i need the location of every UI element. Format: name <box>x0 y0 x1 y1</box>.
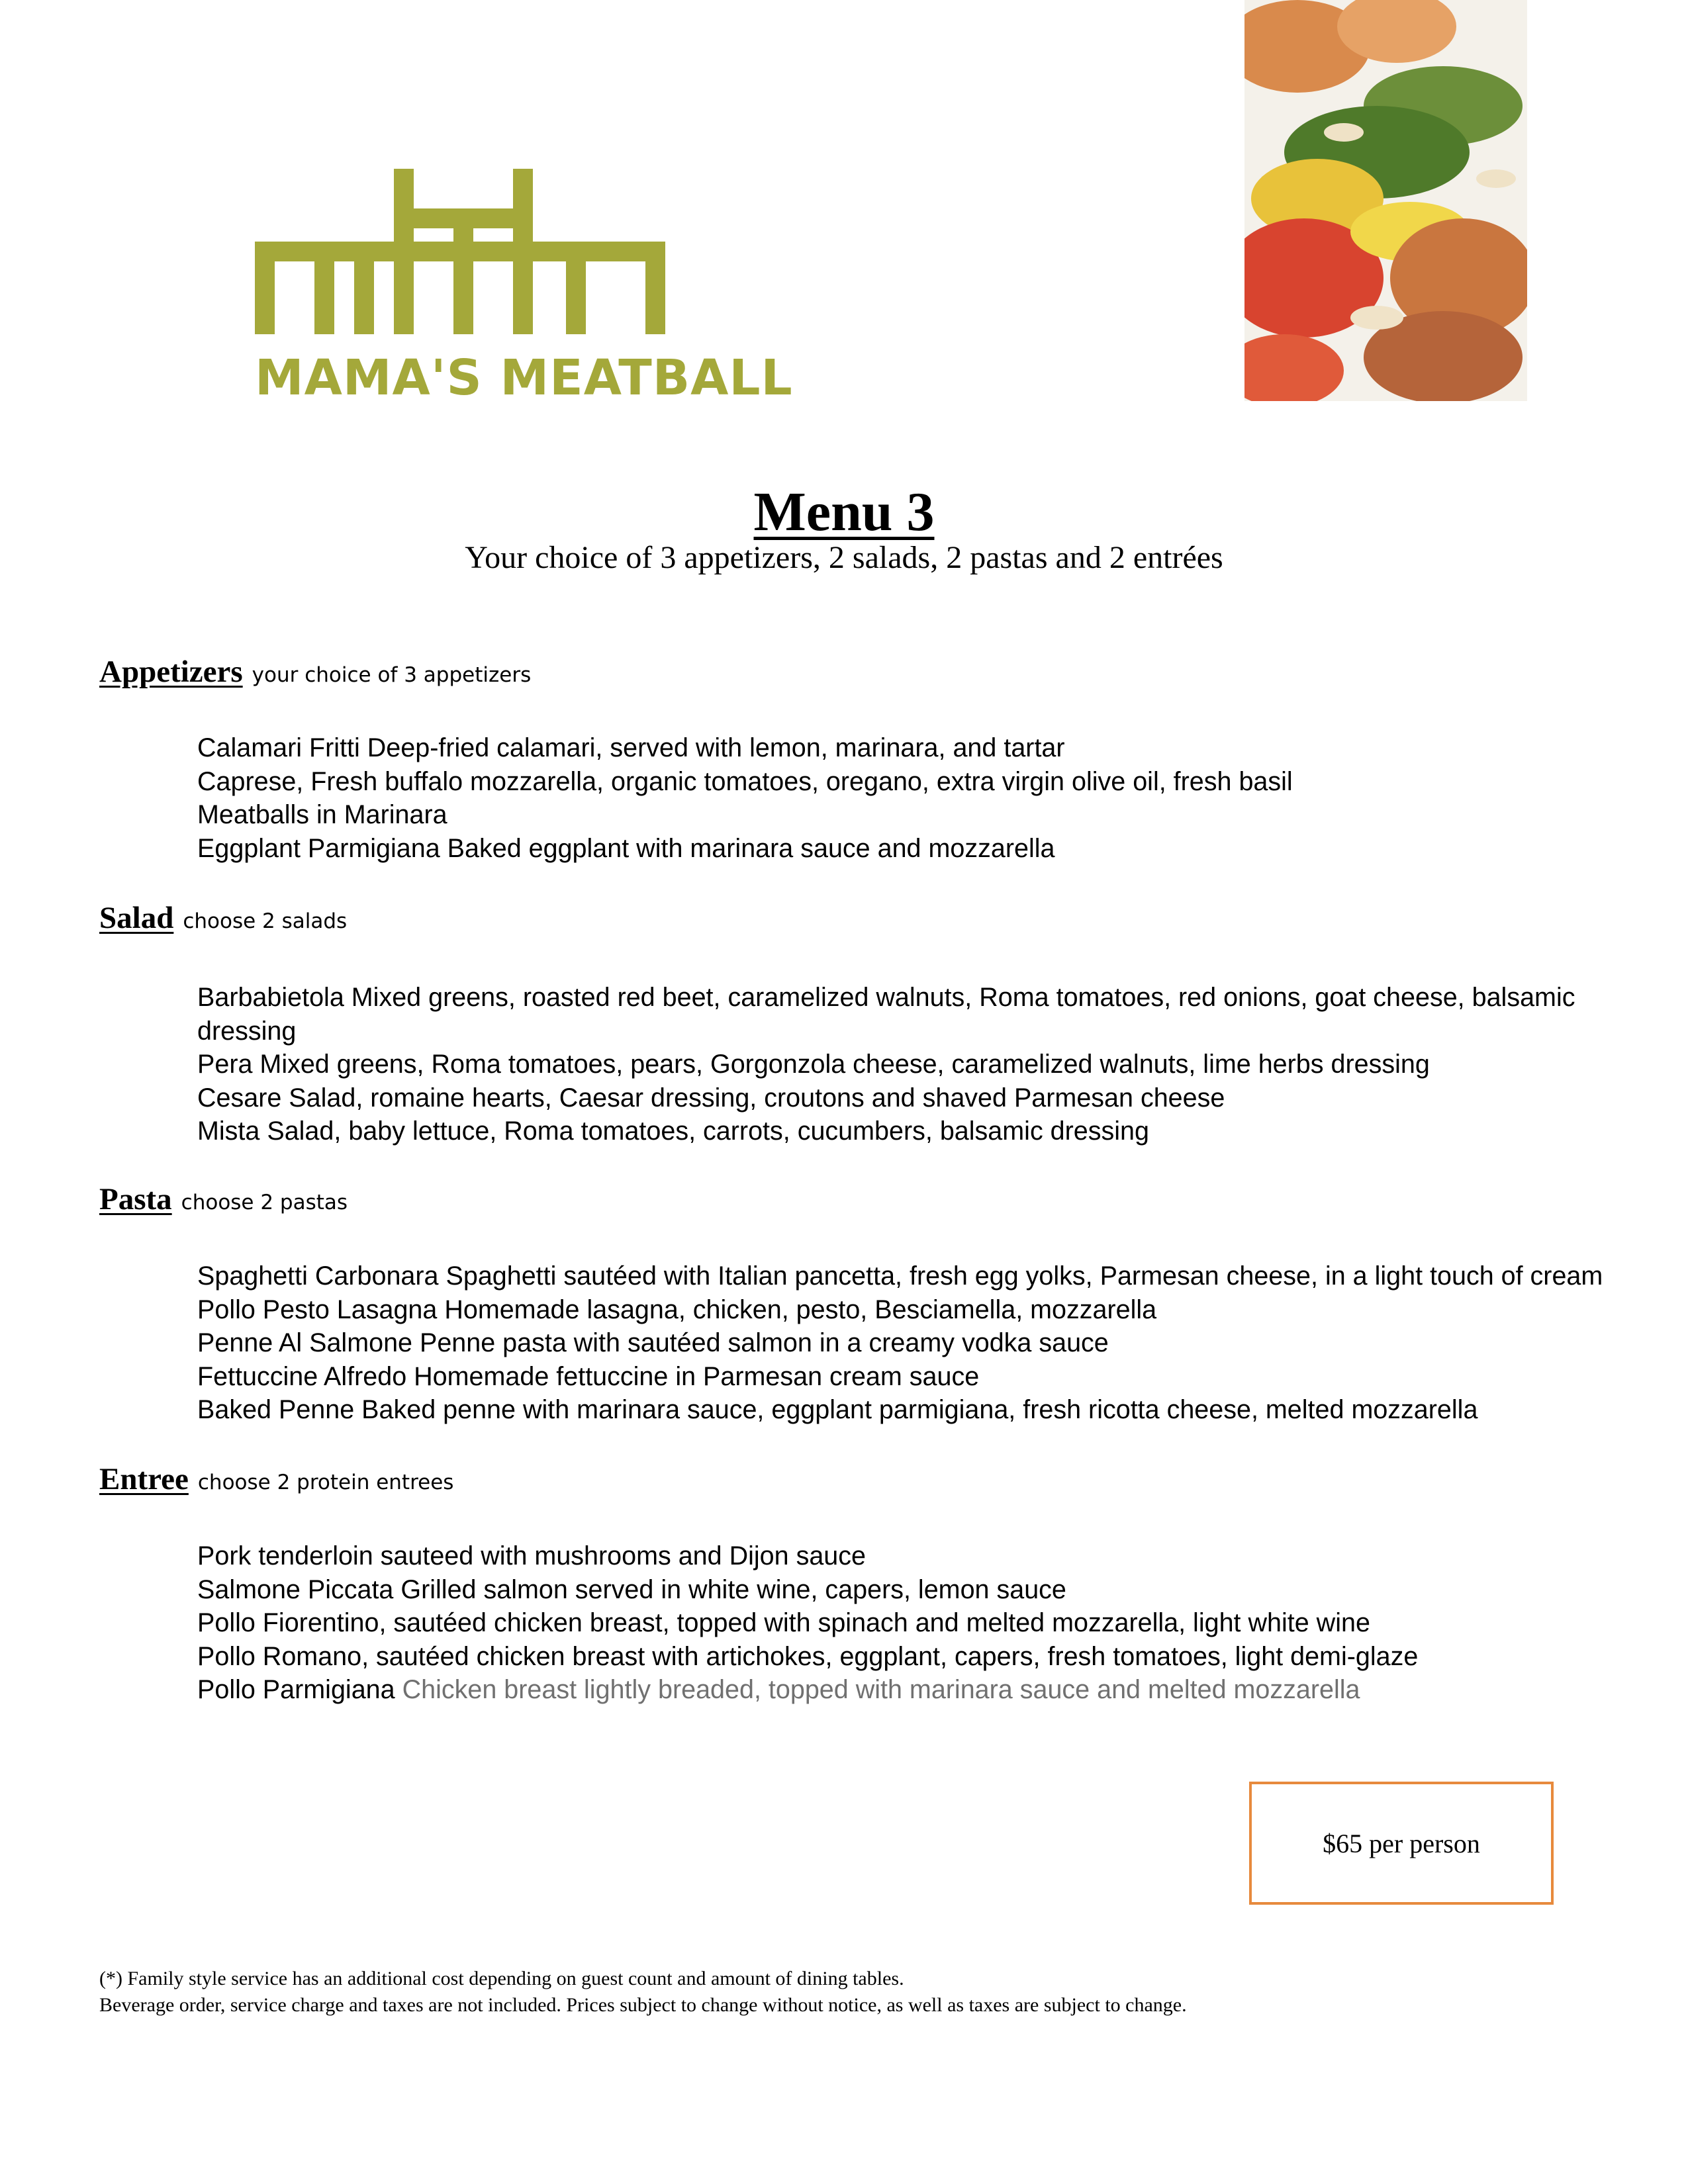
list-item: Barbabietola Mixed greens, roasted red beet, caramelized walnuts, Roma tomatoes, red onions, goat cheese, balsamic dressing <box>197 983 1575 1046</box>
footer-notes <box>99 1966 1622 2019</box>
section-heading-entree <box>99 1461 453 1497</box>
appetizer-list <box>197 731 1680 865</box>
list-item: Eggplant Parmigiana Baked eggplant with marinara sauce and mozzarella <box>197 833 1055 863</box>
list-item <box>197 1673 1680 1707</box>
list-item: Spaghetti Carbonara Spaghetti sautéed with Italian pancetta, fresh egg yolks, Parmesan cheese, in a light touch of cream <box>197 1261 1603 1291</box>
section-note: choose 2 salads <box>183 909 348 933</box>
list-item: Calamari Fritti Deep-fried calamari, served with lemon, marinara, and tartar <box>197 733 1065 762</box>
section-note: your choice of 3 appetizers <box>252 663 532 687</box>
list-item: Penne Al Salmone Penne pasta with sautéed salmon in a creamy vodka sauce <box>197 1328 1109 1357</box>
list-item: Mista Salad, baby lettuce, Roma tomatoes, carrots, cucumbers, balsamic dressing <box>197 1116 1149 1146</box>
section-note: choose 2 pastas <box>181 1191 348 1214</box>
list-item: Pork tenderloin sauteed with mushrooms and Dijon sauce <box>197 1541 866 1570</box>
list-item: Baked Penne Baked penne with marinara sauce, eggplant parmigiana, fresh ricotta cheese, melted mozzarella <box>197 1395 1478 1424</box>
entree-list <box>197 1539 1680 1707</box>
food-photo <box>1244 0 1527 401</box>
price-text: $65 per person <box>1323 1828 1480 1858</box>
entree-description: Chicken breast lightly breaded, topped with marinara sauce and melted mozzarella <box>402 1675 1360 1704</box>
footer-note-1: (*) Family style service has an additional cost depending on guest count and amount of dining tables. <box>99 1968 904 1989</box>
section-heading-pasta <box>99 1181 348 1217</box>
list-item: Fettuccine Alfredo Homemade fettuccine in Parmesan cream sauce <box>197 1361 980 1391</box>
menu-title: Menu 3 <box>753 481 935 543</box>
brand-name: MAMA'S MEATBALL <box>255 349 793 406</box>
footer-note-2: Beverage order, service charge and taxes are not included. Prices subject to change without notice, as well as taxes are subject to change. <box>99 1994 1187 2016</box>
entree-name: Pollo Parmigiana <box>197 1675 395 1704</box>
salad-list <box>197 981 1680 1148</box>
section-title: Salad <box>99 901 174 935</box>
list-item: Pollo Pesto Lasagna Homemade lasagna, chicken, pesto, Besciamella, mozzarella <box>197 1295 1157 1324</box>
pasta-list <box>197 1259 1680 1427</box>
list-item: Pollo Fiorentino, sautéed chicken breast, topped with spinach and melted mozzarella, light white wine <box>197 1608 1370 1637</box>
list-item: Cesare Salad, romaine hearts, Caesar dressing, croutons and shaved Parmesan cheese <box>197 1083 1225 1113</box>
section-title: Appetizers <box>99 655 243 689</box>
menu-subtitle: Your choice of 3 appetizers, 2 salads, 2 pastas and 2 entrées <box>465 540 1223 575</box>
list-item: Pera Mixed greens, Roma tomatoes, pears, Gorgonzola cheese, caramelized walnuts, lime herbs dressing <box>197 1050 1430 1079</box>
list-item: Meatballs in Marinara <box>197 800 447 829</box>
section-title: Pasta <box>99 1182 172 1216</box>
price-box <box>1249 1782 1554 1905</box>
section-heading-salad <box>99 900 347 936</box>
section-heading-appetizers <box>99 654 531 690</box>
section-title: Entree <box>99 1462 189 1496</box>
list-item: Caprese, Fresh buffalo mozzarella, organic tomatoes, oregano, extra virgin olive oil, fresh basil <box>197 766 1293 796</box>
list-item: Pollo Romano, sautéed chicken breast with artichokes, eggplant, capers, fresh tomatoes, light demi-glaze <box>197 1641 1419 1671</box>
section-note: choose 2 protein entrees <box>197 1471 454 1494</box>
list-item: Salmone Piccata Grilled salmon served in white wine, capers, lemon sauce <box>197 1574 1066 1604</box>
